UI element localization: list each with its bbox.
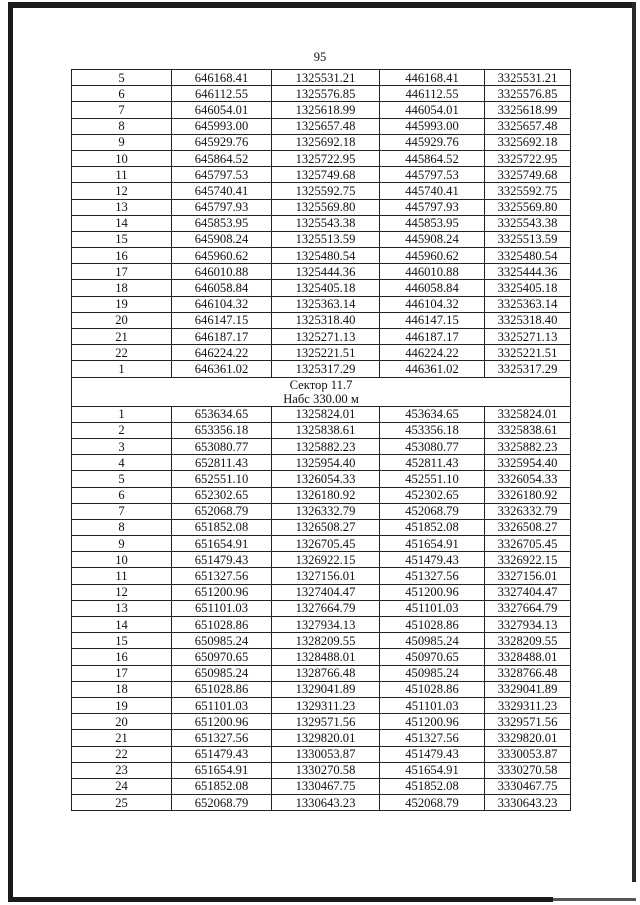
x-coordinate-cell: 651028.86: [172, 617, 272, 633]
y-coordinate-cell: 1328209.55: [272, 633, 380, 649]
y-coordinate-cell: 1329041.89: [272, 681, 380, 697]
sector-heading-section: [72, 377, 571, 406]
y-coordinate-cell: 1325882.23: [272, 438, 380, 454]
point-number-cell: 5: [72, 471, 172, 487]
y-alt-coordinate-cell: 3325749.68: [485, 167, 571, 183]
y-coordinate-cell: 1329571.56: [272, 714, 380, 730]
y-coordinate-cell: 1326922.15: [272, 552, 380, 568]
x-alt-coordinate-cell: 445993.00: [380, 118, 485, 134]
table-row: [72, 248, 571, 264]
table-row: [72, 503, 571, 519]
x-coordinate-cell: 651200.96: [172, 584, 272, 600]
y-coordinate-cell: 1325318.40: [272, 312, 380, 328]
y-alt-coordinate-cell: 3329311.23: [485, 697, 571, 713]
y-coordinate-cell: 1325838.61: [272, 422, 380, 438]
y-coordinate-cell: 1328766.48: [272, 665, 380, 681]
y-alt-coordinate-cell: 3330270.58: [485, 762, 571, 778]
table-row: [72, 329, 571, 345]
y-coordinate-cell: 1328488.01: [272, 649, 380, 665]
x-coordinate-cell: 651028.86: [172, 681, 272, 697]
y-alt-coordinate-cell: 3325318.40: [485, 312, 571, 328]
x-coordinate-cell: 652302.65: [172, 487, 272, 503]
y-alt-coordinate-cell: 3326054.33: [485, 471, 571, 487]
y-coordinate-cell: 1330467.75: [272, 778, 380, 794]
x-coordinate-cell: 645929.76: [172, 134, 272, 150]
x-coordinate-cell: 646054.01: [172, 102, 272, 118]
y-coordinate-cell: 1325405.18: [272, 280, 380, 296]
table-row: [72, 150, 571, 166]
x-alt-coordinate-cell: 452068.79: [380, 503, 485, 519]
y-alt-coordinate-cell: 3325576.85: [485, 86, 571, 102]
x-alt-coordinate-cell: 446104.32: [380, 296, 485, 312]
y-alt-coordinate-cell: 3327664.79: [485, 600, 571, 616]
point-number-cell: 7: [72, 503, 172, 519]
table-row: [72, 422, 571, 438]
table-row: [72, 134, 571, 150]
y-alt-coordinate-cell: 3326922.15: [485, 552, 571, 568]
table-row: [72, 519, 571, 535]
point-number-cell: 9: [72, 134, 172, 150]
x-coordinate-cell: 646168.41: [172, 70, 272, 86]
table-row: [72, 118, 571, 134]
y-alt-coordinate-cell: 3325838.61: [485, 422, 571, 438]
x-alt-coordinate-cell: 452302.65: [380, 487, 485, 503]
y-coordinate-cell: 1325569.80: [272, 199, 380, 215]
x-alt-coordinate-cell: 446054.01: [380, 102, 485, 118]
x-alt-coordinate-cell: 452551.10: [380, 471, 485, 487]
sector-heading-row: [72, 377, 571, 406]
y-alt-coordinate-cell: 3325692.18: [485, 134, 571, 150]
x-coordinate-cell: 651479.43: [172, 552, 272, 568]
x-coordinate-cell: 651101.03: [172, 697, 272, 713]
x-alt-coordinate-cell: 445960.62: [380, 248, 485, 264]
point-number-cell: 11: [72, 568, 172, 584]
y-alt-coordinate-cell: 3326705.45: [485, 536, 571, 552]
y-alt-coordinate-cell: 3325722.95: [485, 150, 571, 166]
x-coordinate-cell: 651852.08: [172, 519, 272, 535]
y-coordinate-cell: 1325576.85: [272, 86, 380, 102]
table-row: [72, 102, 571, 118]
x-coordinate-cell: 651479.43: [172, 746, 272, 762]
x-alt-coordinate-cell: 450970.65: [380, 649, 485, 665]
y-alt-coordinate-cell: 3325317.29: [485, 361, 571, 377]
y-alt-coordinate-cell: 3325444.36: [485, 264, 571, 280]
point-number-cell: 15: [72, 633, 172, 649]
y-alt-coordinate-cell: 3329820.01: [485, 730, 571, 746]
point-number-cell: 2: [72, 422, 172, 438]
y-alt-coordinate-cell: 3328209.55: [485, 633, 571, 649]
table-row: [72, 778, 571, 794]
table-row: [72, 183, 571, 199]
coordinates-block-b: [72, 406, 571, 811]
x-alt-coordinate-cell: 445908.24: [380, 231, 485, 247]
x-alt-coordinate-cell: 451654.91: [380, 762, 485, 778]
table-row: [72, 552, 571, 568]
point-number-cell: 13: [72, 199, 172, 215]
table-row: [72, 406, 571, 422]
x-alt-coordinate-cell: 452068.79: [380, 795, 485, 811]
x-coordinate-cell: 651200.96: [172, 714, 272, 730]
y-coordinate-cell: 1327156.01: [272, 568, 380, 584]
x-alt-coordinate-cell: 453080.77: [380, 438, 485, 454]
table-row: [72, 167, 571, 183]
y-coordinate-cell: 1326508.27: [272, 519, 380, 535]
table-row: [72, 665, 571, 681]
point-number-cell: 18: [72, 681, 172, 697]
table-row: [72, 536, 571, 552]
x-alt-coordinate-cell: 446224.22: [380, 345, 485, 361]
point-number-cell: 23: [72, 762, 172, 778]
table-row: [72, 231, 571, 247]
x-alt-coordinate-cell: 445740.41: [380, 183, 485, 199]
x-alt-coordinate-cell: 451327.56: [380, 568, 485, 584]
y-coordinate-cell: 1330053.87: [272, 746, 380, 762]
y-coordinate-cell: 1330643.23: [272, 795, 380, 811]
point-number-cell: 18: [72, 280, 172, 296]
x-coordinate-cell: 645797.53: [172, 167, 272, 183]
table-row: [72, 280, 571, 296]
x-alt-coordinate-cell: 453356.18: [380, 422, 485, 438]
scan-border-bottom: [8, 897, 553, 902]
table-row: [72, 199, 571, 215]
point-number-cell: 15: [72, 231, 172, 247]
x-coordinate-cell: 651101.03: [172, 600, 272, 616]
point-number-cell: 14: [72, 617, 172, 633]
point-number-cell: 10: [72, 150, 172, 166]
x-coordinate-cell: 650985.24: [172, 633, 272, 649]
sector-heading-cell: [72, 377, 571, 406]
table-row: [72, 584, 571, 600]
point-number-cell: 1: [72, 406, 172, 422]
y-alt-coordinate-cell: 3325513.59: [485, 231, 571, 247]
x-alt-coordinate-cell: 451479.43: [380, 746, 485, 762]
x-coordinate-cell: 652811.43: [172, 455, 272, 471]
x-alt-coordinate-cell: 446010.88: [380, 264, 485, 280]
y-alt-coordinate-cell: 3328766.48: [485, 665, 571, 681]
x-coordinate-cell: 650985.24: [172, 665, 272, 681]
y-alt-coordinate-cell: 3325592.75: [485, 183, 571, 199]
y-alt-coordinate-cell: 3327404.47: [485, 584, 571, 600]
point-number-cell: 13: [72, 600, 172, 616]
y-coordinate-cell: 1325444.36: [272, 264, 380, 280]
point-number-cell: 20: [72, 312, 172, 328]
x-coordinate-cell: 652068.79: [172, 503, 272, 519]
x-alt-coordinate-cell: 451200.96: [380, 714, 485, 730]
sector-height: Набс 330.00 м: [283, 391, 359, 406]
page-number: 95: [313, 50, 327, 64]
point-number-cell: 7: [72, 102, 172, 118]
point-number-cell: 21: [72, 730, 172, 746]
point-number-cell: 4: [72, 455, 172, 471]
x-alt-coordinate-cell: 446361.02: [380, 361, 485, 377]
y-alt-coordinate-cell: 3330643.23: [485, 795, 571, 811]
table-row: [72, 697, 571, 713]
x-coordinate-cell: 653356.18: [172, 422, 272, 438]
x-coordinate-cell: 651327.56: [172, 730, 272, 746]
x-coordinate-cell: 646224.22: [172, 345, 272, 361]
table-row: [72, 681, 571, 697]
x-coordinate-cell: 646010.88: [172, 264, 272, 280]
x-alt-coordinate-cell: 446058.84: [380, 280, 485, 296]
y-alt-coordinate-cell: 3325882.23: [485, 438, 571, 454]
point-number-cell: 17: [72, 665, 172, 681]
x-coordinate-cell: 645993.00: [172, 118, 272, 134]
point-number-cell: 16: [72, 248, 172, 264]
table-row: [72, 746, 571, 762]
point-number-cell: 20: [72, 714, 172, 730]
y-coordinate-cell: 1327934.13: [272, 617, 380, 633]
x-coordinate-cell: 646361.02: [172, 361, 272, 377]
y-coordinate-cell: 1325513.59: [272, 231, 380, 247]
y-coordinate-cell: 1325271.13: [272, 329, 380, 345]
x-alt-coordinate-cell: 445797.93: [380, 199, 485, 215]
point-number-cell: 25: [72, 795, 172, 811]
y-coordinate-cell: 1325692.18: [272, 134, 380, 150]
table-row: [72, 487, 571, 503]
table-row: [72, 633, 571, 649]
y-coordinate-cell: 1325480.54: [272, 248, 380, 264]
point-number-cell: 12: [72, 584, 172, 600]
point-number-cell: 19: [72, 296, 172, 312]
x-alt-coordinate-cell: 446168.41: [380, 70, 485, 86]
y-coordinate-cell: 1326332.79: [272, 503, 380, 519]
y-coordinate-cell: 1330270.58: [272, 762, 380, 778]
x-coordinate-cell: 645864.52: [172, 150, 272, 166]
table-row: [72, 455, 571, 471]
x-alt-coordinate-cell: 451327.56: [380, 730, 485, 746]
x-alt-coordinate-cell: 452811.43: [380, 455, 485, 471]
x-coordinate-cell: 651327.56: [172, 568, 272, 584]
y-alt-coordinate-cell: 3326332.79: [485, 503, 571, 519]
scan-border-bottom-fade: [553, 898, 636, 901]
y-alt-coordinate-cell: 3325221.51: [485, 345, 571, 361]
x-alt-coordinate-cell: 451101.03: [380, 600, 485, 616]
table-row: [72, 600, 571, 616]
y-coordinate-cell: 1329820.01: [272, 730, 380, 746]
y-coordinate-cell: 1326705.45: [272, 536, 380, 552]
point-number-cell: 16: [72, 649, 172, 665]
scan-border-top: [8, 2, 636, 8]
table-row: [72, 264, 571, 280]
y-coordinate-cell: 1325824.01: [272, 406, 380, 422]
y-alt-coordinate-cell: 3329571.56: [485, 714, 571, 730]
y-coordinate-cell: 1325531.21: [272, 70, 380, 86]
table-row: [72, 345, 571, 361]
table-row: [72, 471, 571, 487]
x-alt-coordinate-cell: 451101.03: [380, 697, 485, 713]
point-number-cell: 11: [72, 167, 172, 183]
y-alt-coordinate-cell: 3330467.75: [485, 778, 571, 794]
y-alt-coordinate-cell: 3330053.87: [485, 746, 571, 762]
y-coordinate-cell: 1325363.14: [272, 296, 380, 312]
point-number-cell: 21: [72, 329, 172, 345]
x-alt-coordinate-cell: 445929.76: [380, 134, 485, 150]
point-number-cell: 14: [72, 215, 172, 231]
x-alt-coordinate-cell: 445864.52: [380, 150, 485, 166]
x-coordinate-cell: 646187.17: [172, 329, 272, 345]
y-coordinate-cell: 1325657.48: [272, 118, 380, 134]
x-alt-coordinate-cell: 451200.96: [380, 584, 485, 600]
y-alt-coordinate-cell: 3325271.13: [485, 329, 571, 345]
x-coordinate-cell: 651654.91: [172, 762, 272, 778]
table-row: [72, 70, 571, 86]
x-coordinate-cell: 652551.10: [172, 471, 272, 487]
table-row: [72, 649, 571, 665]
x-coordinate-cell: 645853.95: [172, 215, 272, 231]
x-alt-coordinate-cell: 453634.65: [380, 406, 485, 422]
point-number-cell: 6: [72, 86, 172, 102]
y-coordinate-cell: 1329311.23: [272, 697, 380, 713]
y-alt-coordinate-cell: 3329041.89: [485, 681, 571, 697]
y-coordinate-cell: 1325749.68: [272, 167, 380, 183]
x-coordinate-cell: 650970.65: [172, 649, 272, 665]
x-alt-coordinate-cell: 446147.15: [380, 312, 485, 328]
x-coordinate-cell: 645960.62: [172, 248, 272, 264]
table-row: [72, 730, 571, 746]
x-alt-coordinate-cell: 445797.53: [380, 167, 485, 183]
y-alt-coordinate-cell: 3327156.01: [485, 568, 571, 584]
x-alt-coordinate-cell: 451479.43: [380, 552, 485, 568]
y-coordinate-cell: 1325543.38: [272, 215, 380, 231]
y-coordinate-cell: 1325592.75: [272, 183, 380, 199]
point-number-cell: 8: [72, 519, 172, 535]
x-alt-coordinate-cell: 451028.86: [380, 681, 485, 697]
x-coordinate-cell: 646058.84: [172, 280, 272, 296]
table-row: [72, 714, 571, 730]
y-alt-coordinate-cell: 3325657.48: [485, 118, 571, 134]
point-number-cell: 24: [72, 778, 172, 794]
x-alt-coordinate-cell: 451654.91: [380, 536, 485, 552]
x-coordinate-cell: 653080.77: [172, 438, 272, 454]
point-number-cell: 12: [72, 183, 172, 199]
table-row: [72, 215, 571, 231]
x-coordinate-cell: 646147.15: [172, 312, 272, 328]
x-coordinate-cell: 646104.32: [172, 296, 272, 312]
point-number-cell: 1: [72, 361, 172, 377]
x-alt-coordinate-cell: 451028.86: [380, 617, 485, 633]
y-coordinate-cell: 1325618.99: [272, 102, 380, 118]
y-alt-coordinate-cell: 3325543.38: [485, 215, 571, 231]
x-coordinate-cell: 652068.79: [172, 795, 272, 811]
table-row: [72, 361, 571, 377]
sector-title: Сектор 11.7: [289, 377, 353, 392]
y-coordinate-cell: 1327664.79: [272, 600, 380, 616]
table-row: [72, 86, 571, 102]
y-alt-coordinate-cell: 3326508.27: [485, 519, 571, 535]
coordinates-block-a: [72, 70, 571, 378]
y-alt-coordinate-cell: 3325405.18: [485, 280, 571, 296]
table-row: [72, 762, 571, 778]
point-number-cell: 5: [72, 70, 172, 86]
y-coordinate-cell: 1325954.40: [272, 455, 380, 471]
y-alt-coordinate-cell: 3325618.99: [485, 102, 571, 118]
y-alt-coordinate-cell: 3325824.01: [485, 406, 571, 422]
scan-border-right: [632, 2, 636, 882]
x-alt-coordinate-cell: 445853.95: [380, 215, 485, 231]
point-number-cell: 10: [72, 552, 172, 568]
point-number-cell: 22: [72, 345, 172, 361]
x-alt-coordinate-cell: 451852.08: [380, 519, 485, 535]
point-number-cell: 8: [72, 118, 172, 134]
x-alt-coordinate-cell: 451852.08: [380, 778, 485, 794]
x-coordinate-cell: 653634.65: [172, 406, 272, 422]
x-coordinate-cell: 645908.24: [172, 231, 272, 247]
x-coordinate-cell: 646112.55: [172, 86, 272, 102]
y-coordinate-cell: 1327404.47: [272, 584, 380, 600]
coordinates-table: [71, 69, 571, 811]
x-alt-coordinate-cell: 450985.24: [380, 665, 485, 681]
point-number-cell: 3: [72, 438, 172, 454]
point-number-cell: 9: [72, 536, 172, 552]
table-row: [72, 568, 571, 584]
x-coordinate-cell: 651654.91: [172, 536, 272, 552]
point-number-cell: 6: [72, 487, 172, 503]
x-coordinate-cell: 645797.93: [172, 199, 272, 215]
table-row: [72, 312, 571, 328]
x-alt-coordinate-cell: 446187.17: [380, 329, 485, 345]
y-alt-coordinate-cell: 3328488.01: [485, 649, 571, 665]
point-number-cell: 22: [72, 746, 172, 762]
y-coordinate-cell: 1325317.29: [272, 361, 380, 377]
y-alt-coordinate-cell: 3325954.40: [485, 455, 571, 471]
x-coordinate-cell: 651852.08: [172, 778, 272, 794]
y-alt-coordinate-cell: 3325569.80: [485, 199, 571, 215]
y-alt-coordinate-cell: 3325363.14: [485, 296, 571, 312]
y-alt-coordinate-cell: 3325480.54: [485, 248, 571, 264]
y-alt-coordinate-cell: 3325531.21: [485, 70, 571, 86]
x-coordinate-cell: 645740.41: [172, 183, 272, 199]
y-coordinate-cell: 1326054.33: [272, 471, 380, 487]
table-row: [72, 438, 571, 454]
table-row: [72, 296, 571, 312]
table-row: [72, 795, 571, 811]
point-number-cell: 19: [72, 697, 172, 713]
y-alt-coordinate-cell: 3327934.13: [485, 617, 571, 633]
scan-border-left: [8, 2, 13, 897]
y-alt-coordinate-cell: 3326180.92: [485, 487, 571, 503]
y-coordinate-cell: 1325221.51: [272, 345, 380, 361]
y-coordinate-cell: 1325722.95: [272, 150, 380, 166]
x-alt-coordinate-cell: 446112.55: [380, 86, 485, 102]
point-number-cell: 17: [72, 264, 172, 280]
x-alt-coordinate-cell: 450985.24: [380, 633, 485, 649]
y-coordinate-cell: 1326180.92: [272, 487, 380, 503]
table-row: [72, 617, 571, 633]
